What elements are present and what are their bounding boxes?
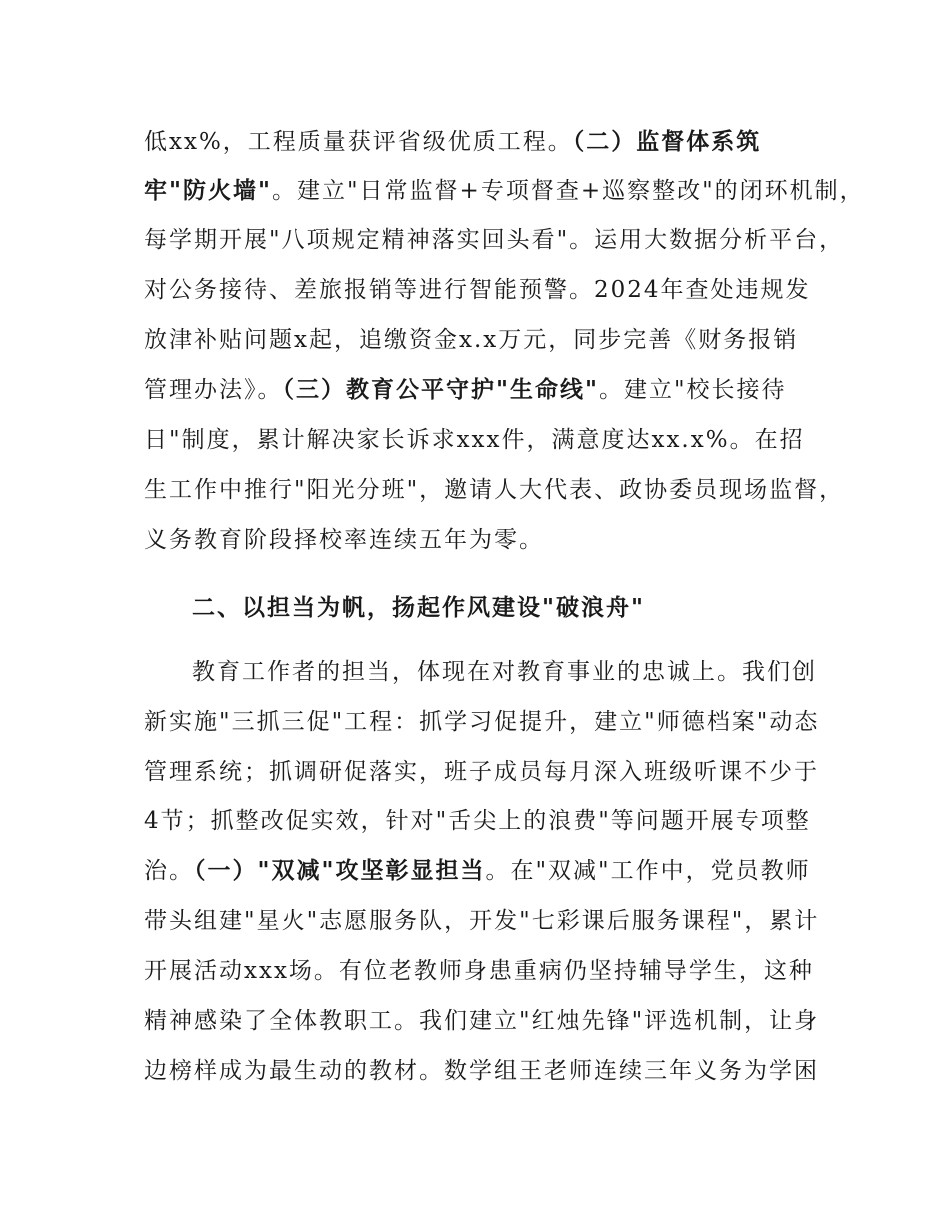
- body-text: 治。: [144, 858, 194, 884]
- body-text: 低xx%，工程质量获评省级优质工程。: [144, 129, 573, 155]
- body-text: 。在"双减"工作中，党员教师: [485, 858, 811, 884]
- text-line: 4节；抓整改促实效，针对"舌尖上的浪费"等问题开展专项整: [144, 808, 811, 834]
- body-text: 管理办法》。: [144, 377, 283, 403]
- text-line: 管理系统；抓调研促落实，班子成员每月深入班级听课不少于: [144, 759, 819, 785]
- text-line: 带头组建"星火"志愿服务队，开发"七彩课后服务课程"，累计: [144, 908, 820, 934]
- text-line: [144, 379, 787, 402]
- text-line: [144, 860, 811, 883]
- text-line: 日"制度，累计解决家长诉求xxx件，满意度达xx.x%。在招: [144, 427, 805, 453]
- body-text: 。建立"校长接待: [598, 377, 787, 403]
- text-line: 对公务接待、差旅报销等进行智能预警。2024年查处违规发: [144, 277, 811, 303]
- subheading-text: （二）监督体系筑: [572, 129, 762, 155]
- text-line: [144, 131, 761, 154]
- text-line: 精神感染了全体教职工。我们建立"红烛先锋"评选机制，让身: [144, 1008, 820, 1034]
- body-text: 。建立"日常监督+专项督查+巡察整改"的闭环机制，: [271, 178, 865, 204]
- subheading-text: 牢"防火墙": [144, 178, 272, 204]
- subheading-text: （一）"双减"攻坚彰显担当: [194, 858, 486, 884]
- text-line: 生工作中推行"阳光分班"，邀请人大代表、政协委员现场监督，: [144, 477, 845, 503]
- text-line: 教育工作者的担当，体现在对教育事业的忠诚上。我们创: [192, 659, 817, 685]
- section-heading: 二、以担当为帆，扬起作风建设"破浪舟": [192, 595, 645, 621]
- text-line: 开展活动xxx场。有位老教师身患重病仍坚持辅导学生，这种: [144, 958, 814, 984]
- text-line: 放津补贴问题x起，追缴资金x.x万元，同步完善《财务报销: [144, 327, 799, 353]
- text-line: 每学期开展"八项规定精神落实回头看"。运用大数据分析平台，: [144, 227, 845, 253]
- text-line: 义务教育阶段择校率连续五年为零。: [144, 527, 544, 553]
- text-line: 边榜样成为最生动的教材。数学组王老师连续三年义务为学困: [144, 1058, 819, 1084]
- subheading-text: （三）教育公平守护"生命线": [282, 377, 599, 403]
- text-line: 新实施"三抓三促"工程：抓学习促提升，建立"师德档案"动态: [144, 709, 820, 735]
- text-line: [144, 180, 865, 203]
